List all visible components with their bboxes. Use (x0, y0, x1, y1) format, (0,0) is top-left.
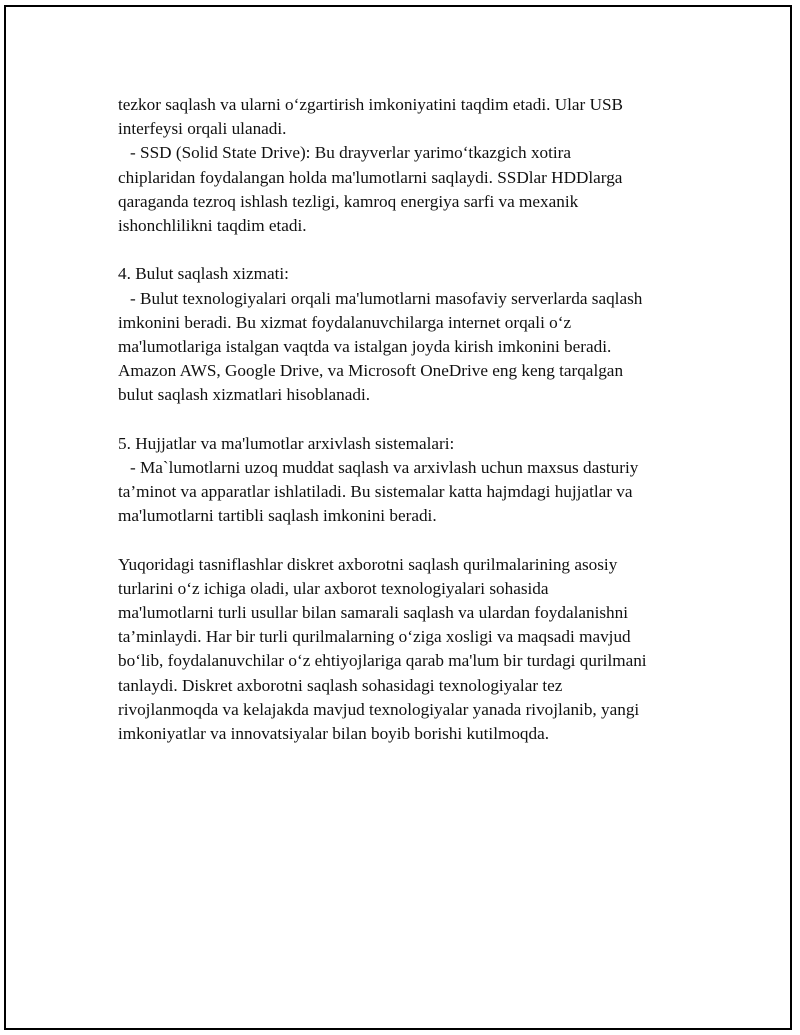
paragraph-spacer (118, 238, 698, 262)
section-5 (118, 432, 698, 529)
text-line: ta’minot va apparatlar ishlatiladi. Bu sistemalar katta hajmdagi hujjatlar va (118, 482, 633, 501)
list-item-line: - SSD (Solid State Drive): Bu drayverlar yarimo‘tkazgich xotira (130, 143, 572, 163)
section-heading: 5. Hujjatlar va ma'lumotlar arxivlash sistemalari: (118, 433, 455, 453)
conclusion-paragraph (118, 553, 698, 747)
text-line: interfeysi orqali ulanadi. (118, 119, 287, 139)
text-line: ma'lumotlariga istalgan vaqtda va istalgan joyda kirish imkonini beradi. (118, 336, 612, 356)
text-line: Yuqoridagi tasniflashlar diskret axborotni saqlash qurilmalarining asosiy (118, 554, 618, 574)
text-line: imkoniyatlar va innovatsiyalar bilan boyib borishi kutilmoqda. (118, 723, 550, 743)
text-line: bo‘lib, foydalanuvchilar o‘z ehtiyojlariga qarab ma'lum bir turdagi qurilmani (118, 651, 647, 671)
text-line: tanlaydi. Diskret axborotni saqlash sohasidagi texnologiyalar tez (118, 675, 563, 695)
paragraph-spacer (118, 407, 698, 431)
text-line: qaraganda tezroq ishlash tezligi, kamroq energiya sarfi va mexanik (118, 191, 579, 211)
text-line: turlarini o‘z ichiga oladi, ular axborot texnologiyalari sohasida (118, 578, 549, 598)
text-line: ishonchlilikni taqdim etadi. (118, 215, 307, 235)
text-line: Amazon AWS, Google Drive, va Microsoft OneDrive eng keng tarqalgan (118, 361, 624, 381)
text-line: imkonini beradi. Bu xizmat foydalanuvchilarga internet orqali o‘z (118, 312, 572, 332)
ssd-item (118, 141, 698, 238)
continuation-paragraph (118, 93, 698, 141)
paragraph-spacer (118, 528, 698, 552)
list-item-line: - Ma`lumotlarni uzoq muddat saqlash va arxivlash uchun maxsus dasturiy (130, 457, 639, 477)
text-line: ma'lumotlarni turli usullar bilan samarali saqlash va ulardan foydalanishni (118, 602, 628, 622)
text-line: rivojlanmoqda va kelajakda mavjud texnologiyalar yanada rivojlanib, yangi (118, 699, 640, 719)
text-line: ma'lumotlarni tartibli saqlash imkonini beradi. (118, 506, 437, 526)
text-line: chiplaridan foydalangan holda ma'lumotlarni saqlaydi. SSDlar HDDlarga (118, 167, 623, 187)
section-4 (118, 262, 698, 407)
list-item-line: - Bulut texnologiyalari orqali ma'lumotlarni masofaviy serverlarda saqlash (130, 288, 643, 308)
section-heading: 4. Bulut saqlash xizmati: (118, 264, 289, 284)
text-line: tezkor saqlash va ularni o‘zgartirish imkoniyatini taqdim etadi. Ular USB (118, 95, 624, 114)
text-line: ta’minlaydi. Har bir turli qurilmalarning o‘ziga xosligi va maqsadi mavjud (118, 627, 631, 647)
document-body (118, 93, 698, 746)
text-line: bulut saqlash xizmatlari hisoblanadi. (118, 385, 371, 405)
